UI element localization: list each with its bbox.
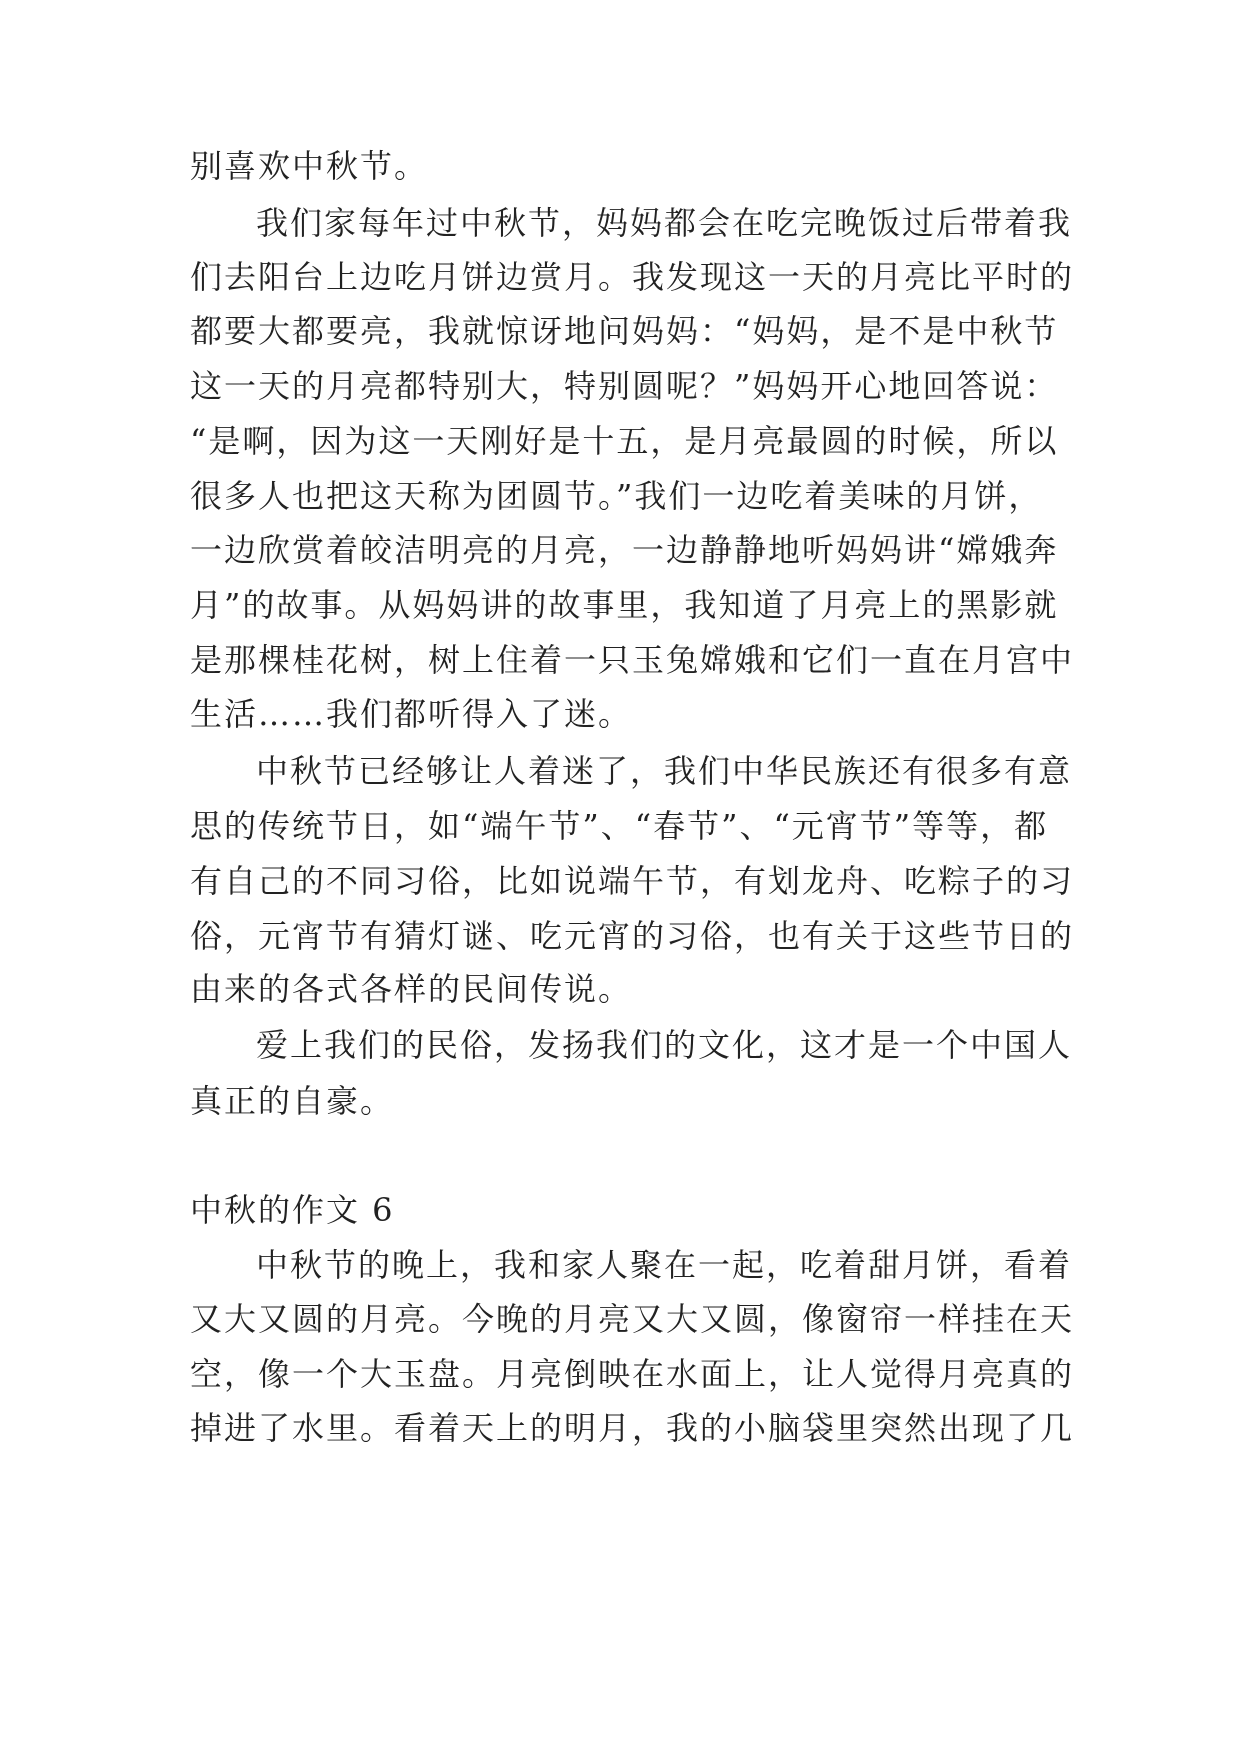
text-line: 爱上我们的民俗，发扬我们的文化，这才是一个中国人 [256,1026,1073,1064]
text-line: 由来的各式各样的民间传说。 [190,970,633,1008]
text-line: 空，像一个大玉盘。月亮倒映在水面上，让人觉得月亮真的 [190,1355,1075,1393]
text-line: 思的传统节日，如“端午节”、“春节”、“元宵节”等等，都 [190,807,1049,845]
text-line: 是那棵桂花树，树上住着一只玉兔嫦娥和它们一直在月宫中 [190,641,1075,679]
text-line: 有自己的不同习俗，比如说端午节，有划龙舟、吃粽子的习 [190,862,1075,900]
text-line: 都要大都要亮，我就惊讶地问妈妈：“妈妈，是不是中秋节 [190,312,1059,350]
text-line: 月”的故事。从妈妈讲的故事里，我知道了月亮上的黑影就 [190,586,1059,624]
text-line: 很多人也把这天称为团圆节。”我们一边吃着美味的月饼， [190,477,1043,515]
text-line: 生活……我们都听得入了迷。 [190,695,633,733]
section-heading: 中秋的作文 6 [190,1191,395,1229]
text-line: 们去阳台上边吃月饼边赏月。我发现这一天的月亮比平时的 [190,258,1075,296]
text-line: 俗，元宵节有猜灯谜、吃元宵的习俗，也有关于这些节日的 [190,917,1075,955]
text-line: 这一天的月亮都特别大，特别圆呢？”妈妈开心地回答说： [190,367,1059,405]
text-line: 一边欣赏着皎洁明亮的月亮，一边静静地听妈妈讲“嫦娥奔 [190,531,1059,569]
text-line: “是啊，因为这一天刚好是十五，是月亮最圆的时候，所以 [190,422,1059,460]
text-line: 中秋节已经够让人着迷了，我们中华民族还有很多有意 [256,752,1073,790]
text-line: 又大又圆的月亮。今晚的月亮又大又圆，像窗帘一样挂在天 [190,1300,1075,1338]
text-line: 中秋节的晚上，我和家人聚在一起，吃着甜月饼，看着 [256,1246,1073,1284]
text-line: 真正的自豪。 [190,1082,395,1120]
text-line: 别喜欢中秋节。 [190,147,429,185]
text-line: 掉进了水里。看着天上的明月，我的小脑袋里突然出现了几 [190,1409,1075,1447]
text-line: 我们家每年过中秋节，妈妈都会在吃完晚饭过后带着我 [256,204,1073,242]
